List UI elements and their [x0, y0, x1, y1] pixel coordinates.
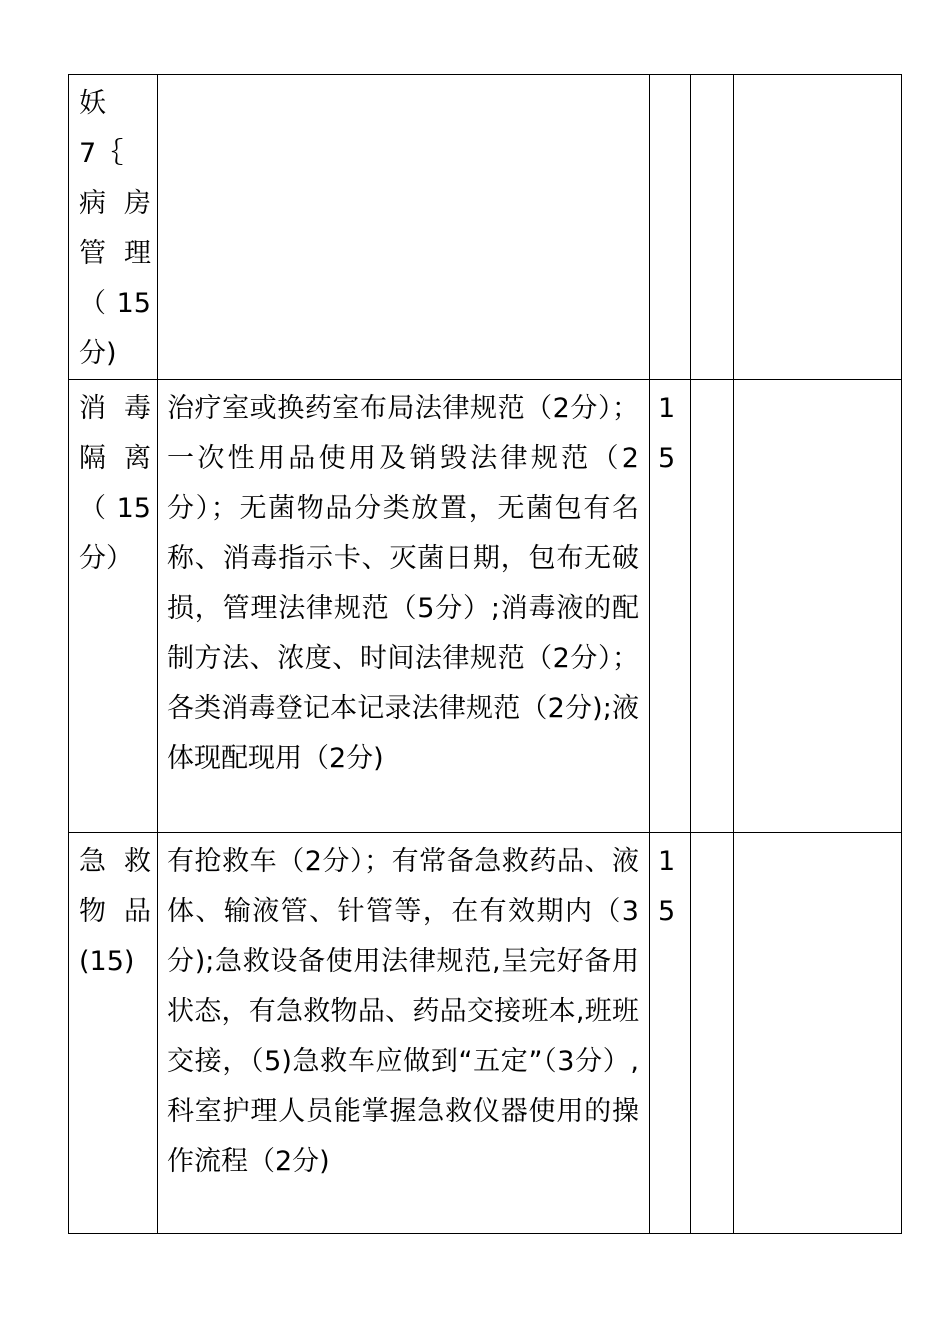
score-value: 15	[658, 393, 676, 474]
table-row	[69, 833, 902, 1234]
blank-cell	[734, 75, 902, 380]
category-line: （ 15	[79, 493, 151, 524]
blank-cell	[691, 833, 734, 1234]
category-line: 物 品	[79, 896, 151, 927]
category-line: 消 毒	[79, 393, 151, 424]
score-cell	[650, 380, 691, 833]
content-cell	[158, 75, 650, 380]
score-cell	[650, 75, 691, 380]
category-line: 急 救	[79, 846, 151, 877]
category-line: 妖	[79, 88, 106, 119]
category-line: 分）	[79, 543, 133, 574]
category-line: 隔 离	[79, 443, 151, 474]
category-line: (15)	[79, 946, 135, 977]
category-line: 7｛	[79, 138, 124, 169]
blank-cell	[734, 380, 902, 833]
blank-cell	[691, 75, 734, 380]
blank-cell	[734, 833, 902, 1234]
scoring-table	[68, 74, 902, 1234]
category-cell	[69, 75, 158, 380]
score-cell	[650, 833, 691, 1234]
blank-cell	[691, 380, 734, 833]
category-line: 分)	[79, 338, 117, 369]
category-cell	[69, 380, 158, 833]
table-row	[69, 75, 902, 380]
table-row	[69, 380, 902, 833]
category-cell	[69, 833, 158, 1234]
score-value: 15	[658, 846, 676, 927]
category-line: 管 理	[79, 238, 151, 269]
category-line: 病 房	[79, 188, 151, 219]
category-line: （ 15	[79, 288, 151, 319]
content-cell: 治疗室或换药室布局法律规范（2分）；一次性用品使用及销毁法律规范（2分）；无菌物品分类放置，无菌包有名称、消毒指示卡、灭菌日期，包布无破损，管理法律规范（5分）;消毒液的配制方法、浓度、时间法律规范（2分）；各类消毒登记本记录法律规范（2分);液体现配现用（2分)	[158, 380, 650, 833]
content-cell: 有抢救车（2分）；有常备急救药品、液体、输液管、针管等，在有效期内（3分);急救设备使用法律规范,呈完好备用状态，有急救物品、药品交接班本,班班交接，（5)急救车应做到“五定”（3分）,科室护理人员能掌握急救仪器使用的操作流程（2分)	[158, 833, 650, 1234]
